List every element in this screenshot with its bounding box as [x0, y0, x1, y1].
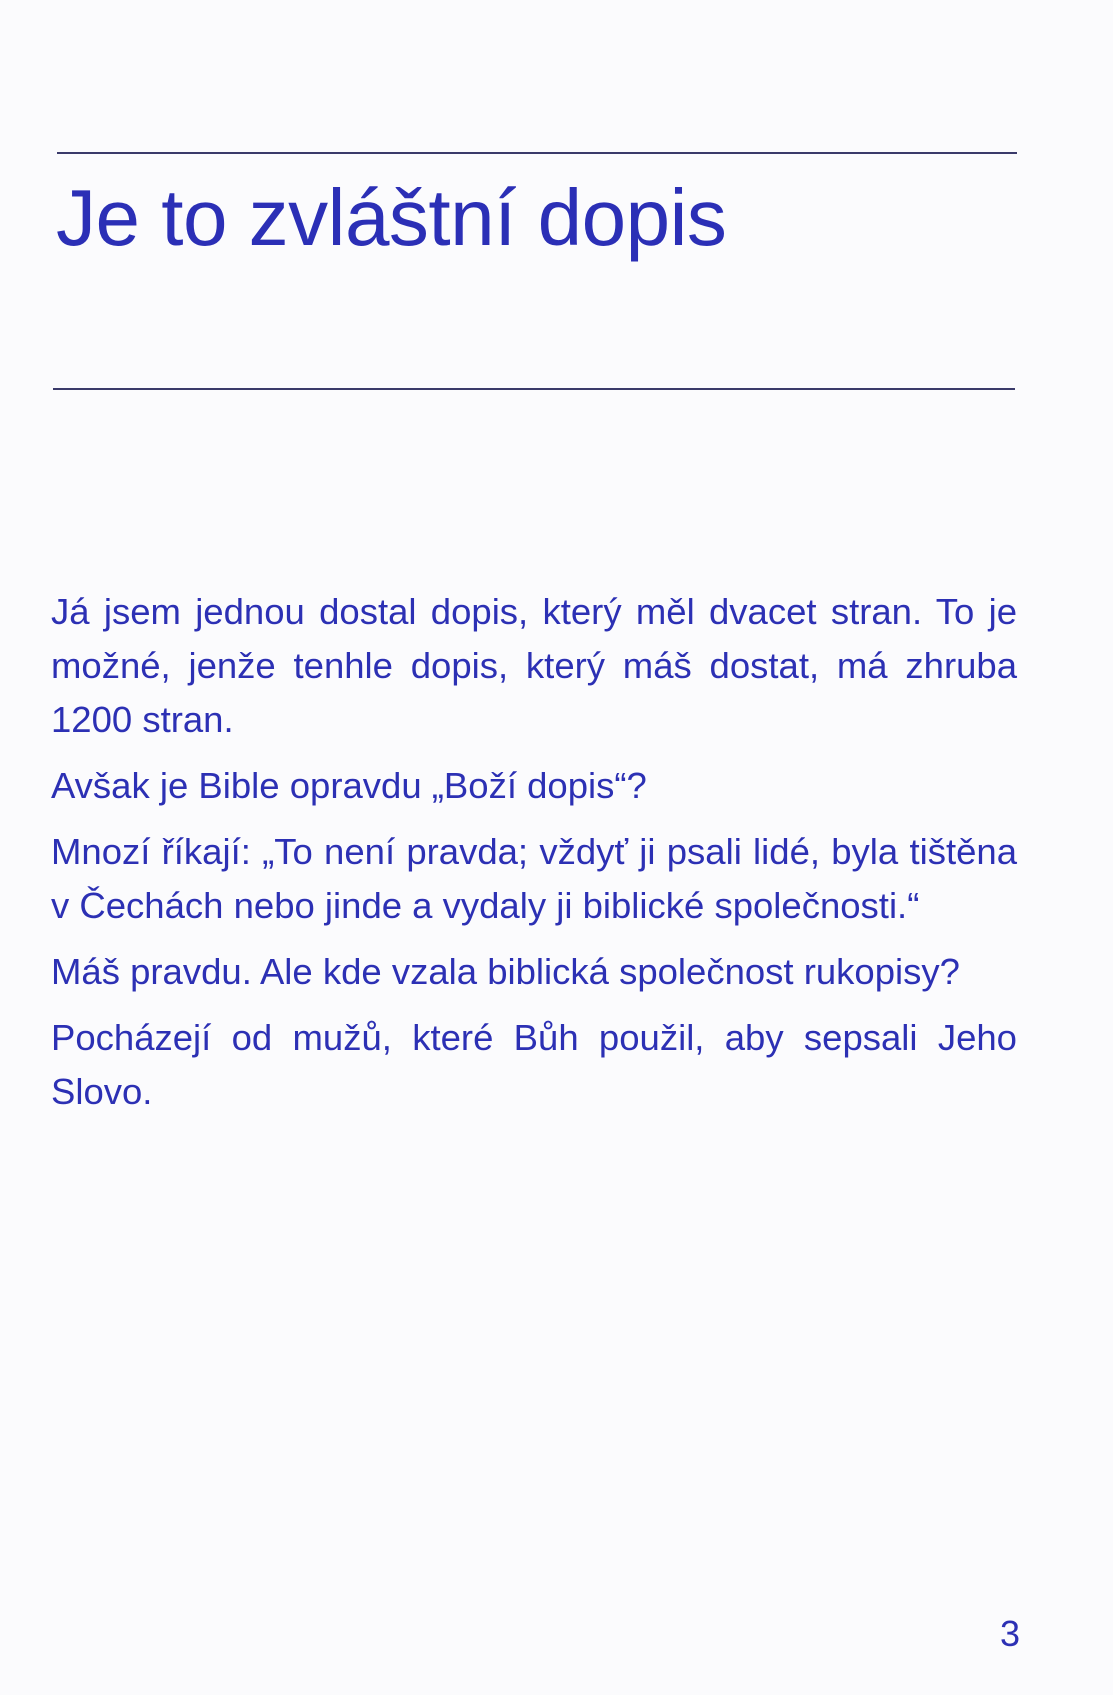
- top-rule: [57, 152, 1017, 154]
- page-number: 3: [999, 1613, 1020, 1654]
- paragraph: Máš pravdu. Ale kde vzala biblická společnost rukopisy?: [51, 951, 960, 992]
- body-text: [51, 585, 1017, 1131]
- bottom-rule: [53, 388, 1015, 390]
- paragraph: Mnozí říkají: „To není pravda; vždyť ji psali lidé, byla tištěna v Čechách nebo jinde a vydaly ji biblické společnosti.“: [51, 831, 1017, 926]
- paragraph: Já jsem jednou dostal dopis, který měl dvacet stran. To je možné, jenže tenhle dopis, který máš dostat, má zhruba 1200 stran.: [51, 591, 1017, 740]
- paragraph: Pocházejí od mužů, které Bůh použil, aby sepsali Jeho Slovo.: [51, 1017, 1017, 1112]
- paragraph: Avšak je Bible opravdu „Boží dopis“?: [51, 765, 647, 806]
- page-title: Je to zvláštní dopis: [56, 173, 727, 262]
